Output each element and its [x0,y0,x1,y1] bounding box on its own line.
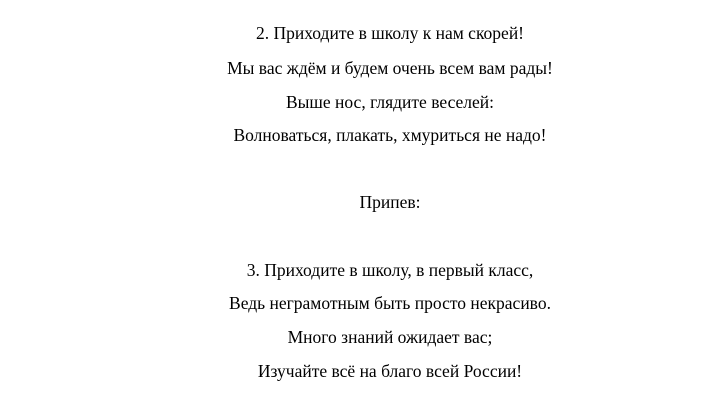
verse-2-line-3: Выше нос, глядите веселей: [285,92,495,112]
verse-2-line-4: Волноваться, плакать, хмуриться не надо! [233,125,547,145]
verse-2-line-2: Мы вас ждём и будем очень всем вам рады! [227,58,553,78]
verse-3-line-2: Ведь неграмотным быть просто некрасиво. [229,293,551,313]
verse-2-line-1: 2. Приходите в школу к нам скорей! [255,23,525,43]
verse-3-line-3: Много знаний ожидает вас; [287,327,493,347]
verse-3-line-1: 3. Приходите в школу, в первый класс, [246,260,534,280]
verse-3-line-4: Изучайте всё на благо всей России! [257,361,523,381]
chorus-label: Припев: [359,192,421,212]
